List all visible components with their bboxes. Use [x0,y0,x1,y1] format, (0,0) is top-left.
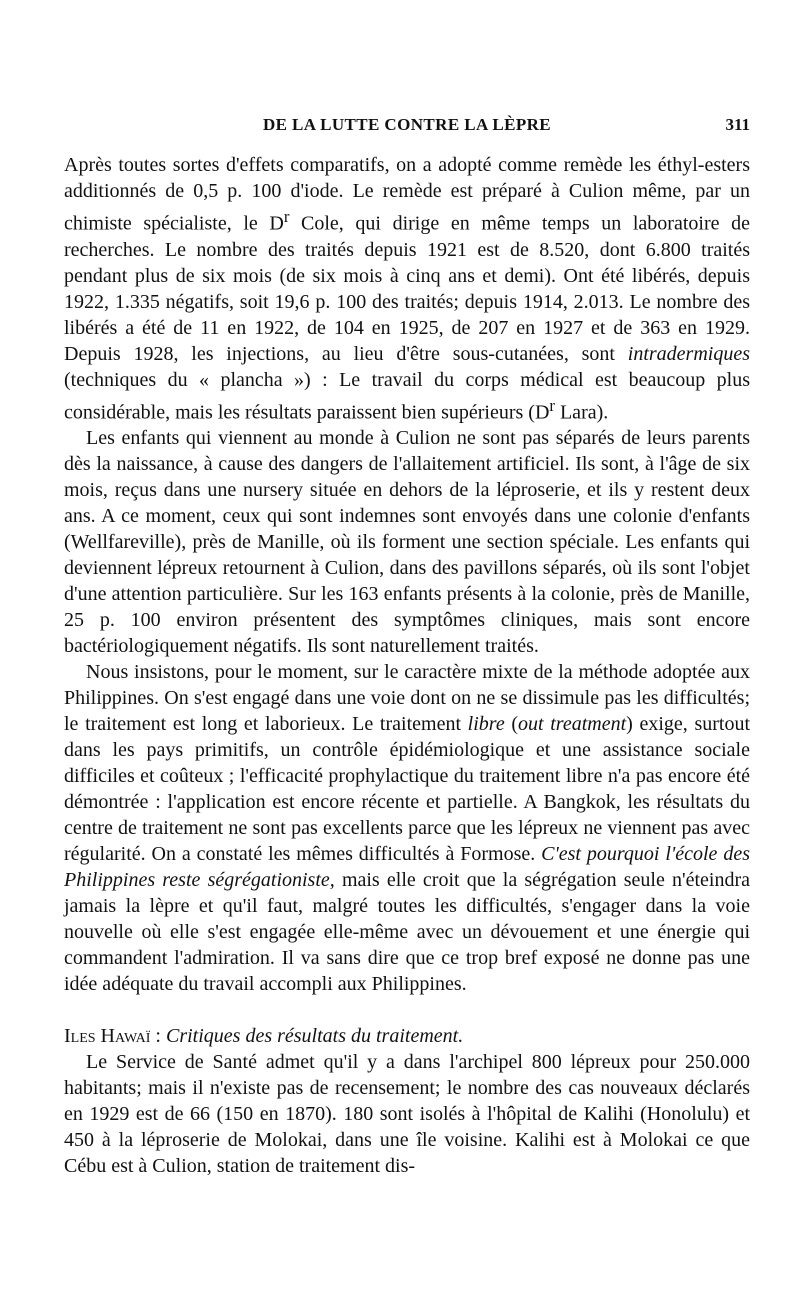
paragraph-hawaii: Le Service de Santé admet qu'il y a dans l'archipel 800 lépreux pour 250.000 habitants; mais il n'existe pas de recensement; le nombre des cas nouveaux déclarés en 1929 est de 66 (150 en 1870). 180 sont isolés à l'hôpital de Kalihi (Honolulu) et 450 à la léproserie de Molokai, dans une île voisine. Kalihi est à Molokai ce que Cébu est à Culion, station de traitement dis- [64,1051,750,1178]
document-page [64,0,750,1304]
text-run: (techniques du « plancha ») : Le travail du corps médical est beaucoup plus considérable, mais les résultats paraissent bien supérieurs (D [64,368,750,424]
text-run: Lara). [554,401,609,424]
superscript: r [549,395,555,415]
emphasis: intradermiques [627,342,750,365]
paragraph-treatment-results [64,152,750,425]
text-run: ) exige, surtout dans les pays primitifs, un contrôle épidémiologique et une assistance sociale difficiles et coûteux ; l'efficacité prophylactique du traitement libre n'a pas encore été démontrée : l'application est encore récente et partielle. A Bangkok, les résultats du centre de traitement ne sont pas excellents parce que les lépreux ne viennent pas avec régularité. On a constaté les mêmes difficultés à Formose. [64,713,750,866]
text-run: ( [504,713,519,736]
page-number: 311 [725,115,750,134]
emphasis: libre [467,713,505,736]
text-run: Après toutes sortes d'effets comparatifs, on a adopté comme remède les éthyl-esters additionnés de 0,5 p. 100 d'iode. Le remède est préparé à Culion même, par un chimiste spécialiste, le D [64,154,750,235]
emphasis: C'est pourquoi l'école des Philippines reste ségrégationiste, [64,843,750,892]
text-run: Cole, qui dirige en même temps un laboratoire de recherches. Le nombre des traités depuis 1921 est de 8.520, dont 6.800 traités pendant plus de six mois (de six mois à cinq ans et demi). Ont été libérés, depuis 1922, 1.335 négatifs, soit 19,6 p. 100 des traités; depuis 1914, 2.013. Le nombre des libérés a été de 11 en 1922, de 104 en 1925, de 207 en 1927 et de 363 en 1929. Depuis 1928, les injections, au lieu d'être sous-cutanées, sont [64,212,750,365]
emphasis: out treatment [518,713,627,736]
text-run: mais elle croit que la ségrégation seule n'éteindra jamais la lèpre et qu'il faut, malgré toutes les difficultés, s'engager dans la voie nouvelle où elle s'est engagée elle-même avec un dévouement et une énergie qui commandent l'admiration. Il va sans dire que ce trop bref exposé ne donne pas une idée adéquate du travail accompli aux Philippines. [64,869,750,996]
section-title: Critiques des résultats du traitement. [165,1025,464,1048]
section-heading [64,1023,750,1049]
superscript: r [283,207,290,226]
paragraph-mixed-method [64,659,750,997]
text-run: Nous insistons, pour le moment, sur le caractère mixte de la méthode adoptée aux Philippines. On s'est engagé dans une voie dont on ne se dissimule pas les difficultés; le traitement est long et laborieux. Le traitement [64,661,750,736]
section-separator: : [150,1025,166,1048]
running-title: DE LA LUTTE CONTRE LA LÈPRE [262,115,552,134]
body-text [64,152,750,1179]
section-label: Iles Hawaï [64,1025,151,1048]
page-header [64,115,750,139]
paragraph-children: Les enfants qui viennent au monde à Culion ne sont pas séparés de leurs parents dès la naissance, à cause des dangers de l'allaitement artificiel. Ils sont, à l'âge de six mois, reçus dans une nursery située en dehors de la léproserie, et ils y restent deux ans. A ce moment, ceux qui sont indemnes sont envoyés dans une colonie d'enfants (Wellfareville), près de Manille, où ils forment une section spéciale. Les enfants qui deviennent lépreux retournent à Culion, dans des pavillons séparés, où ils sont l'objet d'une attention particulière. Sur les 163 enfants présents à la colonie, près de Manille, 25 p. 100 environ présentent des symptômes cliniques, mais sont encore bactériologiquement négatifs. Ils sont naturellement traités. [64,427,750,658]
